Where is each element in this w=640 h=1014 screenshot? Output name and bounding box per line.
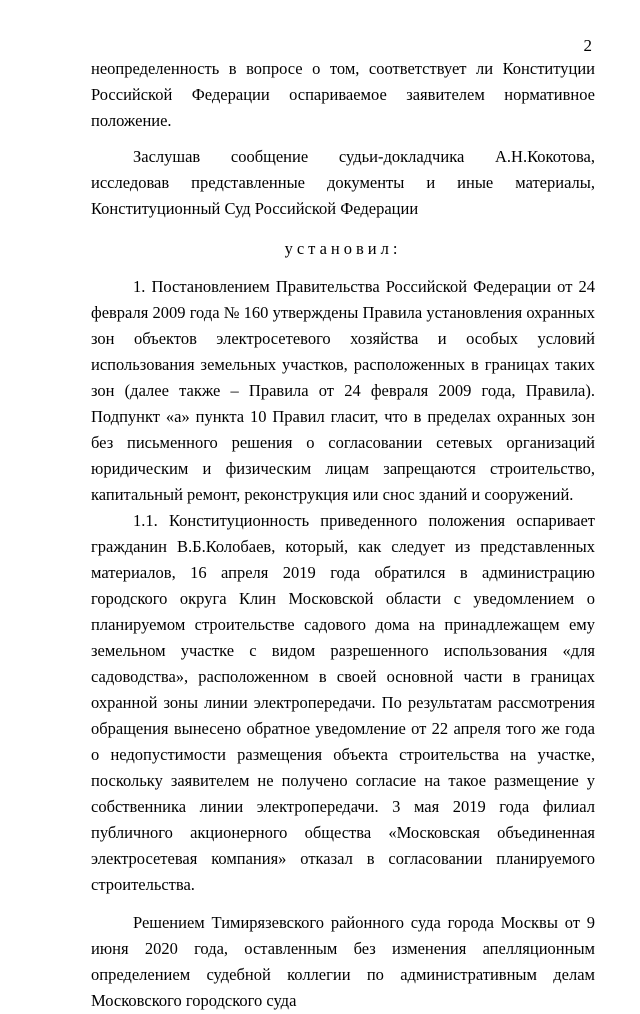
paragraph-court-decision: Решением Тимирязевского районного суда города Москвы от 9 июня 2020 года, оставленным без изменения апелляционным определением судебной коллегии по административным делам Московского городского суда bbox=[91, 913, 595, 1010]
section-heading: установил: bbox=[284, 239, 402, 258]
page-number: 2 bbox=[583, 36, 592, 55]
paragraph-1: 1. Постановлением Правительства Российской Федерации от 24 февраля 2009 года № 160 утверждены Правила установления охранных зон объектов электросетевого хозяйства и особых условий использования земельных участков, расположенных в границах таких зон (далее также – Правила от 24 февраля 2009 года, Правила). Подпункт «а» пункта 10 Правил гласит, что в пределах охранных зон без письменного решения о согласовании сетевых организаций юридическим и физическим лицам запрещаются строительство, капитальный ремонт, реконструкция или снос зданий и сооружений. bbox=[91, 277, 595, 504]
paragraph-1-1: 1.1. Конституционность приведенного положения оспаривает гражданин В.Б.Колобаев, который, как следует из представленных материалов, 16 апреля 2019 года обратился в администрацию городского округа Клин Московской области с уведомлением о планируемом строительстве садового дома на принадлежащем ему земельном участке с видом разрешенного использования «для садоводства», расположенном в своей основной части в границах охранной зоны линии электропередачи. По результатам рассмотрения обращения вынесено обратное уведомление от 22 апреля того же года о недопустимости размещения объекта строительства на участке, поскольку заявителем не получено согласие на такое размещение у собственника линии электропередачи. 3 мая 2019 года филиал публичного акционерного общества «Московская объединенная электросетевая компания» отказал в согласовании планируемого строительства. bbox=[91, 511, 595, 894]
paragraph-continuation: неопределенность в вопросе о том, соответствует ли Конституции Российской Федерации оспариваемое заявителем нормативное положение. bbox=[91, 59, 595, 130]
paragraph-hearing: Заслушав сообщение судьи-докладчика А.Н.Кокотова, исследовав представленные документы и иные материалы, Конституционный Суд Российской Федерации bbox=[91, 147, 595, 218]
document-body bbox=[91, 56, 595, 1014]
